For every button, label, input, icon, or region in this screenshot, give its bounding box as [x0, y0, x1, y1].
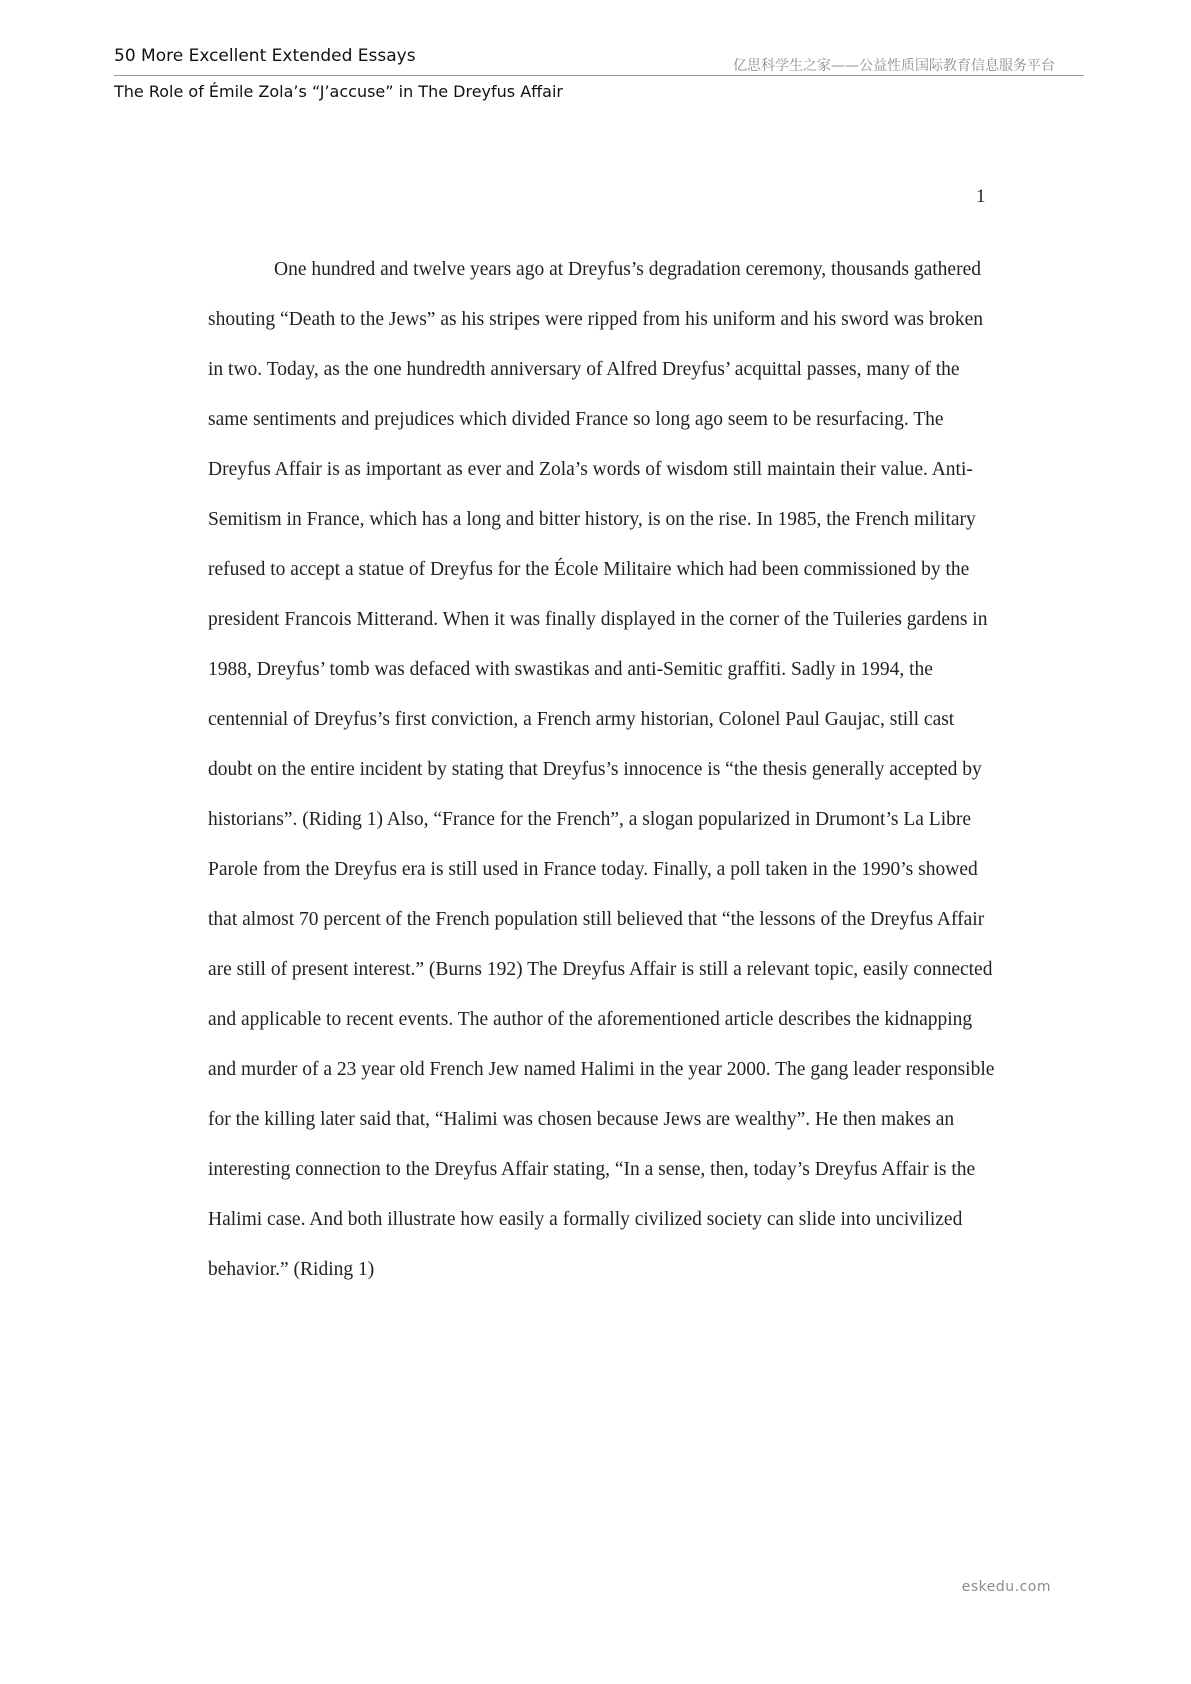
page-number: 1	[976, 186, 986, 207]
essay-body	[208, 245, 998, 1295]
essay-title: The Role of Émile Zola’s “J’accuse” in The Dreyfus Affair	[114, 82, 563, 101]
footer-site-url: eskedu.com	[961, 1579, 1051, 1595]
header-divider	[114, 75, 1084, 76]
body-paragraph: One hundred and twelve years ago at Dreyfus’s degradation ceremony, thousands gathered shouting “Death to the Jews” as his stripes were ripped from his uniform and his sword was broken in two. Today, as the one hundredth anniversary of Alfred Dreyfus’ acquittal passes, many of the same sentiments and prejudices which divided France so long ago seem to be resurfacing. The Dreyfus Affair is as important as ever and Zola’s words of wisdom still maintain their value. Anti-Semitism in France, which has a long and bitter history, is on the rise. In 1985, the French military refused to accept a statue of Dreyfus for the École Militaire which had been commissioned by the president Francois Mitterand. When it was finally displayed in the corner of the Tuileries gardens in 1988, Dreyfus’ tomb was defaced with swastikas and anti-Semitic graffiti. Sadly in 1994, the centennial of Dreyfus’s first conviction, a French army historian, Colonel Paul Gaujac, still cast doubt on the entire incident by stating that Dreyfus’s innocence is “the thesis generally accepted by historians”. (Riding 1) Also, “France for the French”, a slogan popularized in Drumont’s La Libre Parole from the Dreyfus era is still used in France today. Finally, a poll taken in the 1990’s showed that almost 70 percent of the French population still believed that “the lessons of the Dreyfus Affair are still of present interest.” (Burns 192) The Dreyfus Affair is still a relevant topic, easily connected and applicable to recent events. The author of the aforementioned article describes the kidnapping and murder of a 23 year old French Jew named Halimi in the year 2000. The gang leader responsible for the killing later said that, “Halimi was chosen because Jews are wealthy”. He then makes an interesting connection to the Dreyfus Affair stating, “In a sense, then, today’s Dreyfus Affair is the Halimi case. And both illustrate how easily a formally civilized society can slide into uncivilized behavior.” (Riding 1)	[208, 259, 995, 1280]
book-title: 50 More Excellent Extended Essays	[114, 46, 416, 66]
site-name-watermark: 亿思科学生之家——公益性质国际教育信息服务平台	[733, 58, 1055, 74]
